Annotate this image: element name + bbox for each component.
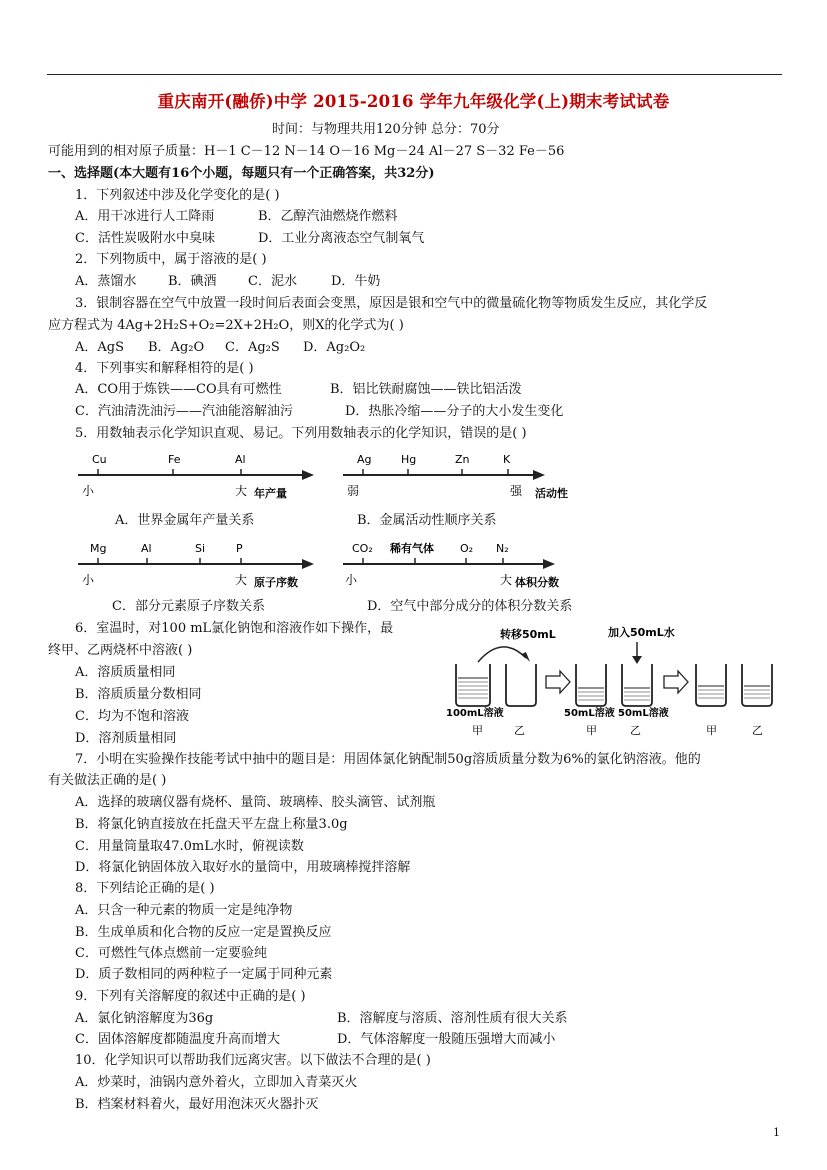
number-line-b [335, 447, 585, 507]
question-3-stem-line1: 3．银制容器在空气中放置一段时间后表面会变黑，原因是银和空气中的微量硫化物等物质发生反应，其化学反 [75, 296, 708, 311]
beaker-100ml [456, 664, 490, 706]
label-jia-1: 甲 [472, 724, 483, 737]
label-50ml-a: 50mL溶液 [564, 708, 615, 719]
q6-option-b: B．溶质质量分数相同 [75, 687, 202, 702]
q1-option-a: A．用干冰进行人工降雨 [75, 209, 215, 224]
axis-a-small: 小 [82, 484, 95, 498]
process-arrow-1 [546, 671, 570, 693]
beaker-50ml-a [576, 664, 606, 706]
question-6-stem-line2: 终甲、乙两烧杯中溶液( ) [48, 643, 193, 658]
q5-option-d: D．空气中部分成分的体积分数关系 [367, 599, 573, 614]
q7-option-c: C．用量筒量取47.0mL水时，俯视读数 [75, 839, 304, 854]
process-arrow-2 [664, 671, 688, 693]
label-jia-2: 甲 [586, 724, 597, 737]
q8-option-a: A．只含一种元素的物质一定是纯净物 [75, 903, 293, 918]
axis-c-small: 小 [82, 573, 95, 587]
label-jia-3: 甲 [706, 724, 717, 737]
q9-option-a: A．氯化钠溶解度为36g [75, 1011, 214, 1026]
q3-option-d: D．Ag₂O₂ [303, 340, 366, 355]
q6-option-c: C．均为不饱和溶液 [75, 709, 189, 724]
question-9-stem: 9．下列有关溶解度的叙述中正确的是( ) [75, 989, 306, 1004]
q9-option-c: C．固体溶解度都随温度升高而增大 [75, 1032, 280, 1047]
transfer-arrow [478, 647, 526, 662]
q9-option-d: D．气体溶解度一般随压强增大而减小 [337, 1032, 556, 1047]
axis-b-label-hg: Hg [401, 453, 417, 466]
axis-a-label-fe: Fe [168, 453, 181, 466]
q1-option-d: D．工业分离液态空气制氧气 [258, 231, 425, 246]
time-info: 时间：与物理共用120分钟 总分：70分 [272, 122, 500, 137]
q3-option-c: C．Ag₂S [225, 340, 280, 355]
label-yi-1: 乙 [514, 724, 525, 737]
label-100ml: 100mL溶液 [446, 708, 504, 719]
q2-option-b: B．碘酒 [168, 274, 217, 289]
exam-title: 重庆南开(融侨)中学 2015-2016 学年九年级化学(上)期末考试试卷 [157, 92, 670, 111]
q3-option-a: A．AgS [75, 340, 125, 355]
axis-d-label-o2: O₂ [460, 542, 474, 555]
q5-option-a: A．世界金属年产量关系 [115, 513, 255, 528]
label-yi-3: 乙 [752, 724, 763, 737]
axis-a-label-al: Al [235, 453, 246, 466]
axis-c-label-mg: Mg [90, 542, 107, 555]
q8-option-b: B．生成单质和化合物的反应一定是置换反应 [75, 925, 332, 940]
q5-option-c: C．部分元素原子序数关系 [112, 599, 265, 614]
axis-d-label-n2: N₂ [496, 542, 509, 555]
q8-option-d: D．质子数相同的两种粒子一定属于同种元素 [75, 967, 333, 982]
q10-option-b: B．档案材料着火，最好用泡沫灭火器扑灭 [75, 1097, 319, 1112]
question-2-stem: 2．下列物质中，属于溶液的是( ) [75, 252, 267, 267]
axis-d-label-co2: CO₂ [352, 542, 373, 555]
beaker-50ml-b [622, 664, 652, 706]
axis-a-label-cu: Cu [92, 453, 107, 466]
q4-option-a: A．CO用于炼铁——CO具有可燃性 [75, 382, 282, 397]
axis-c-label-si: Si [195, 542, 206, 555]
axis-a-big: 大 [235, 484, 248, 498]
q2-option-a: A．蒸馏水 [75, 274, 137, 289]
q6-option-d: D．溶剂质量相同 [75, 731, 177, 746]
beaker-yi [742, 664, 772, 706]
beaker-jia [696, 664, 726, 706]
q7-option-a: A．选择的玻璃仪器有烧杯、量筒、玻璃棒、胶头滴管、试剂瓶 [75, 795, 436, 810]
axis-b-name: 活动性 [535, 487, 568, 500]
q7-option-b: B．将氯化钠直接放在托盘天平左盘上称量3.0g [75, 817, 348, 832]
axis-b-label-zn: Zn [455, 453, 470, 466]
axis-d-name: 体积分数 [515, 576, 559, 589]
q7-option-d: D．将氯化钠固体放入取好水的量筒中，用玻璃棒搅拌溶解 [75, 860, 411, 875]
question-6-stem-line1: 6．室温时，对100 mL氯化钠饱和溶液作如下操作，最 [75, 621, 394, 636]
axis-d-small: 小 [345, 573, 358, 587]
axis-b-label-ag: Ag [357, 453, 372, 466]
q4-option-b: B．铝比铁耐腐蚀——铁比铝活泼 [330, 382, 522, 397]
number-line-a [70, 447, 320, 507]
axis-b-label-k: K [503, 453, 511, 466]
number-line-c [70, 536, 340, 596]
section-heading: 一、选择题(本大题有16个小题，每题只有一个正确答案，共32分) [48, 166, 435, 181]
axis-b-strong: 强 [510, 484, 523, 498]
axis-d-label-noble: 稀有气体 [390, 542, 434, 555]
q1-option-b: B．乙醇汽油燃烧作燃料 [258, 209, 398, 224]
q4-option-c: C．汽油清洗油污——汽油能溶解油污 [75, 404, 293, 419]
q3-option-b: B．Ag₂O [148, 340, 205, 355]
q8-option-c: C．可燃性气体点燃前一定要验纯 [75, 946, 267, 961]
q6-option-a: A．溶质质量相同 [75, 665, 176, 680]
beaker-figure [440, 624, 785, 746]
q10-option-a: A．炒菜时，油锅内意外着火，立即加入青菜灭火 [75, 1075, 358, 1090]
page-number: 1 [773, 1126, 780, 1139]
transfer-label: 转移50mL [500, 628, 556, 641]
axis-c-label-p: P [236, 542, 243, 555]
question-4-stem: 4．下列事实和解释相符的是( ) [75, 361, 254, 376]
q5-option-b: B．金属活动性顺序关系 [357, 513, 497, 528]
q1-option-c: C．活性炭吸附水中臭味 [75, 231, 215, 246]
beaker-empty [506, 664, 536, 706]
atomic-masses: 可能用到的相对原子质量：H－1 C－12 N－14 O－16 Mg－24 Al－27 S－32 Fe－56 [48, 144, 565, 159]
label-50ml-b: 50mL溶液 [618, 708, 669, 719]
question-7-stem-line2: 有关做法正确的是( ) [48, 773, 167, 788]
question-10-stem: 10．化学知识可以帮助我们远离灾害。以下做法不合理的是( ) [75, 1053, 431, 1068]
axis-a-name: 年产量 [254, 487, 287, 500]
question-7-stem-line1: 7．小明在实验操作技能考试中抽中的题目是：用固体氯化钠配制50g溶质质量分数为6%的氯化钠溶液。他的 [75, 752, 701, 767]
header-rule [47, 74, 782, 75]
axis-c-name: 原子序数 [254, 576, 298, 589]
add-water-label: 加入50mL水 [608, 626, 675, 639]
question-5-stem: 5．用数轴表示化学知识直观、易记。下列用数轴表示的化学知识，错误的是( ) [75, 426, 527, 441]
question-1-stem: 1．下列叙述中涉及化学变化的是( ) [75, 188, 280, 203]
axis-b-weak: 弱 [347, 484, 360, 498]
question-3-stem-line2: 应方程式为 4Ag+2H₂S+O₂=2X+2H₂O，则X的化学式为( ) [48, 318, 404, 333]
number-line-d [335, 536, 595, 596]
label-yi-2: 乙 [630, 724, 641, 737]
axis-d-big: 大 [500, 573, 513, 587]
q9-option-b: B．溶解度与溶质、溶剂性质有很大关系 [337, 1011, 568, 1026]
axis-c-big: 大 [235, 573, 248, 587]
q2-option-d: D．牛奶 [331, 274, 381, 289]
q4-option-d: D．热胀冷缩——分子的大小发生变化 [345, 404, 564, 419]
question-8-stem: 8．下列结论正确的是( ) [75, 881, 215, 896]
axis-c-label-al: Al [141, 542, 152, 555]
q2-option-c: C．泥水 [248, 274, 297, 289]
